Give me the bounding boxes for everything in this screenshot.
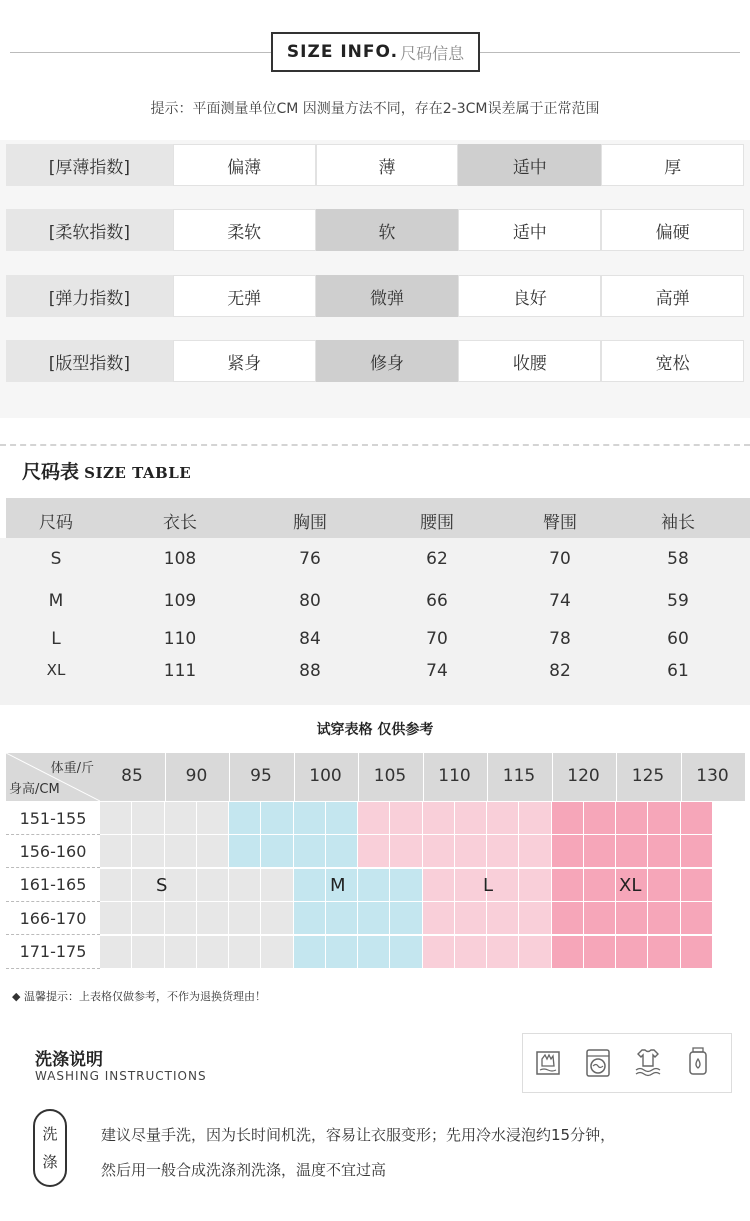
fit-cell-l xyxy=(487,835,519,868)
index-option-selected: 适中 xyxy=(458,144,601,186)
corner-height-label: 身高/CM xyxy=(9,782,60,797)
fit-cell-l xyxy=(358,802,390,835)
weight-header-divider xyxy=(616,753,617,801)
diamond-icon: ◆ xyxy=(12,990,21,1003)
try-table-title: 试穿表格 仅供参考 xyxy=(316,722,434,738)
size-table-cell: 88 xyxy=(299,661,321,681)
fit-size-label: XL xyxy=(619,875,642,896)
fit-cell-xl xyxy=(584,902,616,935)
fit-cell-xl xyxy=(648,802,680,835)
height-row-label: 161-165 xyxy=(6,869,100,902)
fit-cell-m xyxy=(294,902,326,935)
size-table-cell: 70 xyxy=(426,629,448,649)
header-title-en: SIZE INFO. xyxy=(286,42,399,62)
size-table-cell: 70 xyxy=(549,549,571,569)
index-option: 适中 xyxy=(458,209,601,251)
size-table-cell: M xyxy=(48,591,64,611)
index-row xyxy=(6,209,744,251)
index-option-selected: 软 xyxy=(316,209,459,251)
fit-cell-xl xyxy=(648,835,680,868)
fit-cell-s xyxy=(261,902,293,935)
fit-cell-s xyxy=(100,902,132,935)
size-info-header xyxy=(271,32,480,72)
size-table-cell: 58 xyxy=(667,549,689,569)
fit-cell-s xyxy=(197,902,229,935)
fit-cell-s xyxy=(197,835,229,868)
size-table-header-cell: 尺码 xyxy=(39,513,73,533)
size-table-cell: 111 xyxy=(163,661,197,681)
fit-cell-s xyxy=(229,936,261,969)
fit-cell-xl xyxy=(584,802,616,835)
weight-header-divider xyxy=(423,753,424,801)
fit-size-label: S xyxy=(156,875,168,896)
fit-cell-s xyxy=(197,869,229,902)
size-table-header-cell: 袖长 xyxy=(661,513,695,533)
height-row-label: 156-160 xyxy=(6,835,100,868)
size-table-cell: S xyxy=(50,549,62,569)
fit-cell-l xyxy=(519,902,551,935)
index-option: 薄 xyxy=(316,144,459,186)
size-table-cell: 78 xyxy=(549,629,571,649)
size-table-cell: 82 xyxy=(549,661,571,681)
weight-header-cell: 90 xyxy=(185,766,208,786)
size-table-header-cell: 胸围 xyxy=(293,513,327,533)
fit-cell-m xyxy=(358,869,390,902)
fit-cell-l xyxy=(455,902,487,935)
fit-cell-m xyxy=(261,835,293,868)
fit-cell-s xyxy=(132,835,164,868)
fit-cell-m xyxy=(229,835,261,868)
fit-cell-m xyxy=(326,835,358,868)
fit-cell-xl xyxy=(616,835,648,868)
fit-cell-s xyxy=(132,902,164,935)
fit-cell-xl xyxy=(584,835,616,868)
size-table-cell: 84 xyxy=(299,629,321,649)
weight-header-divider xyxy=(487,753,488,801)
fit-cell-s xyxy=(100,802,132,835)
header-rule-left xyxy=(10,52,272,53)
size-table-cell: 109 xyxy=(163,591,197,611)
index-option: 偏薄 xyxy=(173,144,316,186)
size-table-title xyxy=(22,457,191,484)
fit-cell-xl xyxy=(616,902,648,935)
height-row-label: 171-175 xyxy=(6,936,100,969)
fit-cell-s xyxy=(100,936,132,969)
fit-cell-s xyxy=(165,835,197,868)
fit-size-label: M xyxy=(330,875,346,896)
fit-cell-s xyxy=(165,802,197,835)
index-row-label: [版型指数] xyxy=(6,340,173,382)
fit-cell-s xyxy=(132,802,164,835)
warm-tip xyxy=(12,988,266,1004)
size-table-cell: 74 xyxy=(549,591,571,611)
size-table-cell: 76 xyxy=(299,549,321,569)
weight-header-cell: 115 xyxy=(502,766,536,786)
size-table-cell: 62 xyxy=(426,549,448,569)
fit-cell-xl xyxy=(681,902,713,935)
weight-header-cell: 110 xyxy=(438,766,471,786)
index-row xyxy=(6,340,744,382)
fit-cell-xl xyxy=(681,936,713,969)
hand-wash-icon xyxy=(534,1046,562,1078)
index-row-label: [柔软指数] xyxy=(6,209,173,251)
fit-cell-m xyxy=(358,936,390,969)
fit-cell-l xyxy=(519,936,551,969)
weight-header-cell: 95 xyxy=(250,766,272,786)
size-table-header-cell: 腰围 xyxy=(420,513,454,533)
fit-cell-xl xyxy=(552,902,584,935)
fit-cell-xl xyxy=(648,902,680,935)
weight-header-cell: 100 xyxy=(309,766,342,786)
fit-cell-xl xyxy=(681,835,713,868)
fit-cell-m xyxy=(358,902,390,935)
weight-header-cell: 85 xyxy=(121,766,143,786)
fit-cell-m xyxy=(294,835,326,868)
fit-cell-m xyxy=(390,869,422,902)
fit-cell-l xyxy=(358,835,390,868)
fit-size-label: L xyxy=(483,875,494,896)
header-title-cn: 尺码信息 xyxy=(400,43,465,63)
size-table-cell: 61 xyxy=(667,661,689,681)
fit-cell-xl xyxy=(681,802,713,835)
weight-header-divider xyxy=(358,753,359,801)
weight-header-cell: 105 xyxy=(373,766,407,786)
index-option: 宽松 xyxy=(601,340,744,382)
index-row xyxy=(6,275,744,317)
fit-cell-xl xyxy=(681,869,713,902)
fit-cell-s xyxy=(165,936,197,969)
fit-cell-xl xyxy=(552,936,584,969)
warm-tip-text: 温馨提示：上表格仅做参考，不作为退换货理由！ xyxy=(23,990,266,1003)
weight-header-divider xyxy=(552,753,553,801)
weight-header-divider xyxy=(294,753,295,801)
weight-header-cell: 125 xyxy=(631,766,665,786)
fit-cell-l xyxy=(423,802,455,835)
index-option: 高弹 xyxy=(601,275,744,317)
size-table-header-cell: 衣长 xyxy=(163,513,197,533)
oval-char-1: 洗 xyxy=(42,1125,58,1143)
measurement-tip: 提示：平面测量单位CM 因测量方法不同，存在2-3CM误差属于正常范围 xyxy=(150,101,600,117)
fit-cell-s xyxy=(229,869,261,902)
fit-cell-m xyxy=(326,802,358,835)
fit-cell-l xyxy=(390,835,422,868)
weight-header-cell: 120 xyxy=(567,766,600,786)
fit-cell-m xyxy=(261,802,293,835)
fit-cell-l xyxy=(455,802,487,835)
weight-header-divider xyxy=(681,753,682,801)
washing-instruction-line-1: 建议尽量手洗，因为长时间机洗，容易让衣服变形；先用冷水浸泡约15分钟， xyxy=(101,1126,616,1144)
fit-cell-xl xyxy=(648,936,680,969)
fit-cell-m xyxy=(229,802,261,835)
shirt-soak-icon xyxy=(634,1046,662,1078)
fit-cell-l xyxy=(423,835,455,868)
fit-cell-l xyxy=(487,802,519,835)
fit-cell-xl xyxy=(552,802,584,835)
washing-instruction-line-2: 然后用一般合成洗涤剂洗涤，温度不宜过高 xyxy=(101,1161,387,1179)
index-option: 良好 xyxy=(458,275,601,317)
fit-cell-s xyxy=(100,835,132,868)
weight-header-cell: 130 xyxy=(696,766,729,786)
fit-cell-l xyxy=(390,802,422,835)
fit-cell-l xyxy=(455,936,487,969)
size-table-cell: 66 xyxy=(426,591,448,611)
fit-cell-xl xyxy=(616,936,648,969)
fit-cell-m xyxy=(326,936,358,969)
size-table-cell: 60 xyxy=(667,629,689,649)
fit-cell-m xyxy=(294,936,326,969)
machine-wash-icon xyxy=(584,1046,612,1078)
index-row-label: [弹力指数] xyxy=(6,275,173,317)
fit-cell-xl xyxy=(616,802,648,835)
size-table-title-en: SIZE TABLE xyxy=(84,464,192,482)
fit-cell-s xyxy=(165,902,197,935)
size-table-cell: XL xyxy=(46,661,66,679)
fit-cell-s xyxy=(197,802,229,835)
index-row-label: [厚薄指数] xyxy=(6,144,173,186)
index-option: 柔软 xyxy=(173,209,316,251)
header-rule-right xyxy=(480,52,740,53)
weight-header-divider xyxy=(229,753,230,801)
corner-weight-label: 体重/斤 xyxy=(50,761,94,776)
index-option: 偏硬 xyxy=(601,209,744,251)
height-row-label: 166-170 xyxy=(6,902,100,935)
index-option-selected: 微弹 xyxy=(316,275,459,317)
size-table-cell: L xyxy=(51,629,61,649)
size-table-cell: 110 xyxy=(163,629,197,649)
fit-cell-s xyxy=(229,902,261,935)
fit-cell-m xyxy=(390,902,422,935)
fit-cell-l xyxy=(519,835,551,868)
washing-title-en: WASHING INSTRUCTIONS xyxy=(35,1069,207,1083)
fit-cell-s xyxy=(261,869,293,902)
fit-cell-l xyxy=(487,902,519,935)
fit-cell-xl xyxy=(552,869,584,902)
index-option: 厚 xyxy=(601,144,744,186)
weight-header-divider xyxy=(165,753,166,801)
fit-cell-s xyxy=(165,869,197,902)
size-table-title-cn: 尺码表 xyxy=(22,461,80,483)
size-table-cell: 74 xyxy=(426,661,448,681)
dashed-divider xyxy=(0,444,750,446)
fit-cell-xl xyxy=(552,835,584,868)
fit-cell-l xyxy=(519,802,551,835)
size-table-cell: 108 xyxy=(163,549,197,569)
fit-cell-xl xyxy=(648,869,680,902)
fit-cell-s xyxy=(261,936,293,969)
fit-cell-xl xyxy=(584,869,616,902)
fit-cell-l xyxy=(487,936,519,969)
washing-title-cn: 洗涤说明 xyxy=(35,1050,103,1070)
detergent-icon xyxy=(684,1046,712,1078)
fit-cell-m xyxy=(294,869,326,902)
fit-cell-l xyxy=(519,869,551,902)
try-table-corner xyxy=(6,753,100,801)
index-option: 无弹 xyxy=(173,275,316,317)
index-option: 紧身 xyxy=(173,340,316,382)
washing-oval-badge xyxy=(33,1109,67,1187)
fit-cell-m xyxy=(390,936,422,969)
fit-cell-l xyxy=(423,902,455,935)
fit-cell-m xyxy=(326,902,358,935)
fit-cell-s xyxy=(132,936,164,969)
fit-cell-s xyxy=(100,869,132,902)
index-option: 收腰 xyxy=(458,340,601,382)
index-option-selected: 修身 xyxy=(316,340,459,382)
size-table-header-cell: 臀围 xyxy=(543,513,577,533)
fit-cell-xl xyxy=(584,936,616,969)
fit-cell-l xyxy=(423,869,455,902)
fit-cell-l xyxy=(455,835,487,868)
fit-cell-s xyxy=(197,936,229,969)
fit-cell-m xyxy=(294,802,326,835)
fit-cell-l xyxy=(423,936,455,969)
size-table-cell: 80 xyxy=(299,591,321,611)
index-row xyxy=(6,144,744,186)
oval-char-2: 涤 xyxy=(42,1153,58,1171)
height-row-label: 151-155 xyxy=(6,802,100,835)
size-table-cell: 59 xyxy=(667,591,689,611)
